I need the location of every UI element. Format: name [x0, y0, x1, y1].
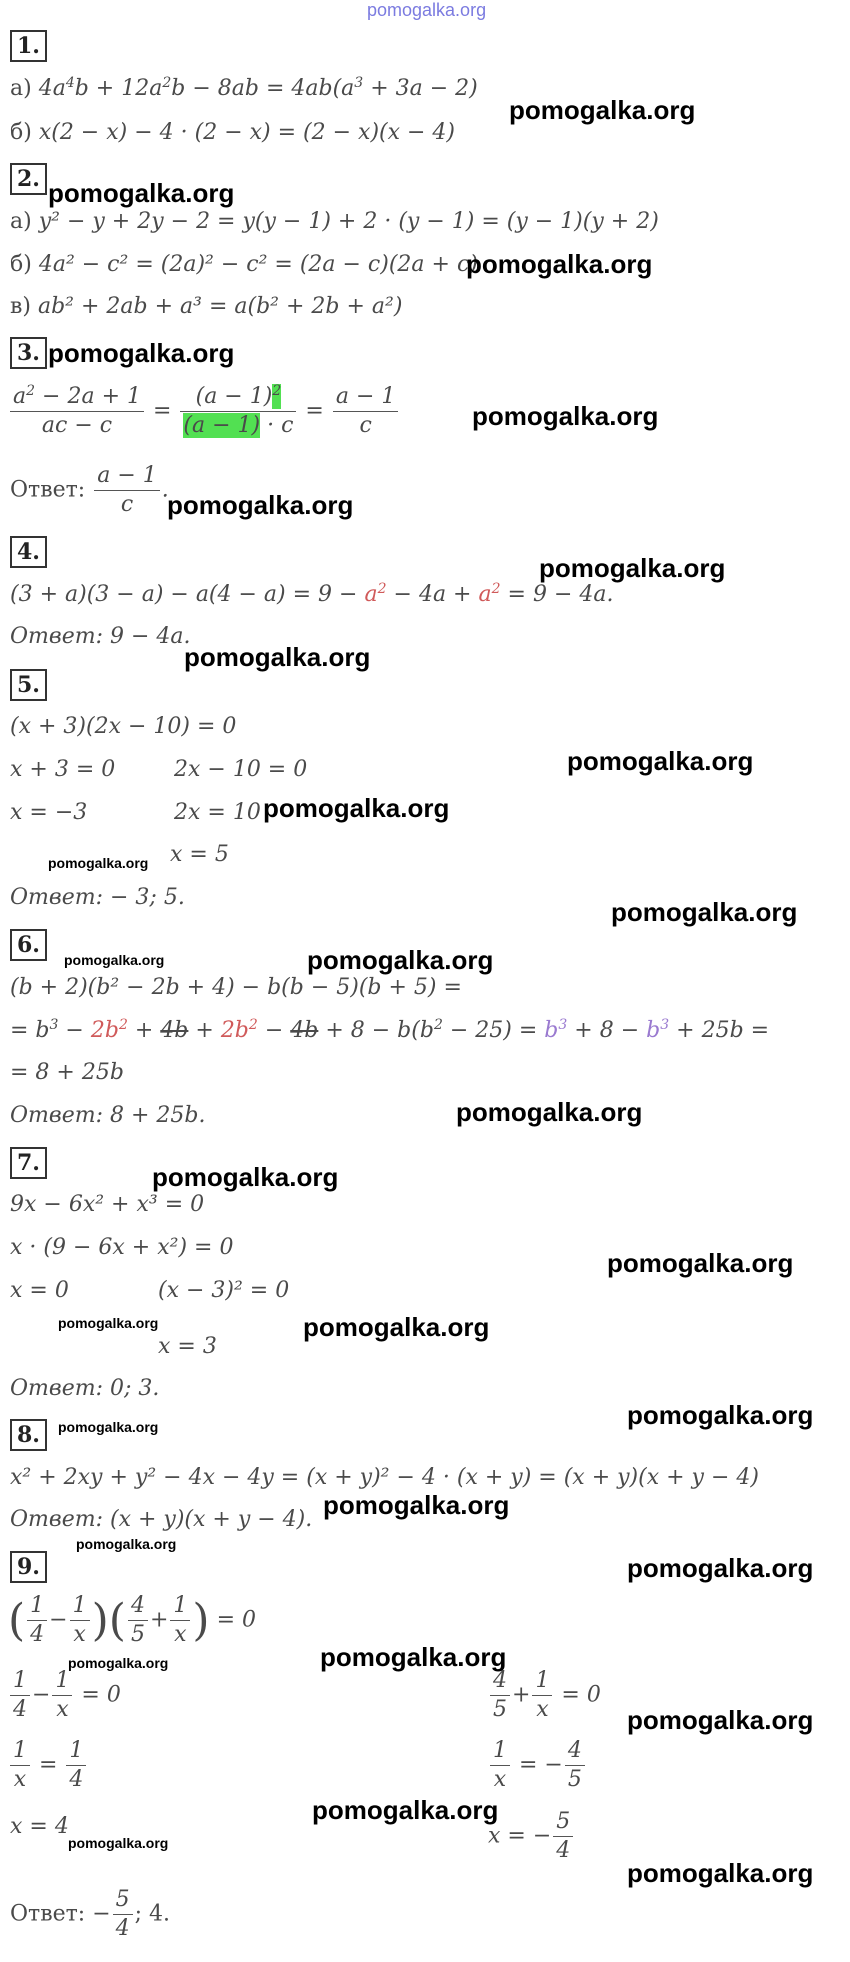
watermark: pomogalka.org: [307, 945, 494, 975]
problem-5-line-2a: x + 3 = 0: [10, 757, 116, 782]
watermark: pomogalka.org: [320, 1642, 507, 1672]
problem-9-left-1: $\frac{1}{4}$ − $\frac{1}{x}$ = 0: [8, 1667, 121, 1724]
problem-5-number: 5.: [10, 669, 47, 701]
problem-9-answer: Ответ: − $\frac{5}{4}$ ; 4.: [10, 1887, 171, 1941]
watermark: pomogalka.org: [627, 1400, 814, 1430]
watermark-small: pomogalka.org: [76, 1536, 177, 1552]
problem-3-answer: Ответ: $\frac{a - 1}{c}$ .: [10, 463, 169, 517]
problem-7-line-1: 9x − 6x² + x³ = 0: [10, 1192, 205, 1217]
problem-2-number: 2.: [10, 163, 47, 195]
problem-7-answer: Ответ: 0; 3.: [10, 1376, 160, 1401]
watermark-small: pomogalka.org: [58, 1315, 159, 1331]
problem-7-line-4: x = 3: [158, 1334, 217, 1359]
problem-6-number: 6.: [10, 929, 47, 961]
problem-2-line-v: в) ab² + 2ab + a³ = a(b² + 2b + a²): [10, 294, 403, 319]
watermark-small: pomogalka.org: [68, 1835, 169, 1851]
watermark: pomogalka.org: [152, 1162, 339, 1192]
problem-6-line-1: (b + 2)(b² − 2b + 4) − b(b − 5)(b + 5) =: [10, 975, 462, 1000]
watermark: pomogalka.org: [48, 178, 235, 208]
watermark-small: pomogalka.org: [68, 1655, 169, 1671]
problem-7-line-3b: (x − 3)² = 0: [158, 1278, 290, 1303]
watermark-small: pomogalka.org: [48, 855, 149, 871]
watermark: pomogalka.org: [611, 897, 798, 927]
problem-7-line-3a: x = 0: [10, 1278, 69, 1303]
watermark: pomogalka.org: [184, 642, 371, 672]
problem-2-line-a: а) y² − y + 2y − 2 = y(y − 1) + 2 · (y − 1) = (y − 1)(y + 2): [10, 209, 659, 234]
watermark: pomogalka.org: [48, 338, 235, 368]
watermark: pomogalka.org: [167, 490, 354, 520]
problem-3-number: 3.: [10, 337, 47, 369]
watermark: pomogalka.org: [303, 1312, 490, 1342]
problem-9-number: 9.: [10, 1551, 47, 1583]
problem-3-equation: $\frac{a^2 - 2a + 1}{ac - c}$ = $\frac{(a - 1)^2}{(a - 1) \cdot c}$ = $\frac{a - 1}{c}$: [8, 383, 400, 440]
watermark-small: pomogalka.org: [58, 1419, 159, 1435]
problem-6-line-2: = $b^3 - 2b^2 + 4b + 2b^2 - 4b + 8 - b(b^2 - 25) = b^3 + 8 - b^3 + 25b$ =: [10, 1017, 770, 1043]
problem-5-line-3a: x = −3: [10, 800, 88, 825]
problem-4-answer: Ответ: 9 − 4a.: [10, 624, 191, 649]
watermark: pomogalka.org: [607, 1248, 794, 1278]
problem-9-left-3: x = 4: [10, 1814, 69, 1839]
problem-9-right-2: $\frac{1}{x}$ = − $\frac{4}{5}$: [488, 1737, 587, 1794]
watermark: pomogalka.org: [456, 1097, 643, 1127]
problem-8-line-1: x² + 2xy + y² − 4x − 4y = (x + y)² − 4 · (x + y) = (x + y)(x + y − 4): [10, 1465, 759, 1490]
problem-9-left-2: $\frac{1}{x}$ = $\frac{1}{4}$: [8, 1737, 88, 1794]
problem-5-line-4: x = 5: [170, 842, 229, 867]
problem-5-line-1: (x + 3)(2x − 10) = 0: [10, 714, 237, 739]
watermark: pomogalka.org: [627, 1553, 814, 1583]
problem-4-number: 4.: [10, 536, 47, 568]
problem-8-answer: Ответ: (x + y)(x + y − 4).: [10, 1507, 313, 1532]
problem-8-number: 8.: [10, 1419, 47, 1451]
problem-1-line-b: б) x(2 − x) − 4 · (2 − x) = (2 − x)(x − 4): [10, 120, 456, 145]
watermark: pomogalka.org: [567, 746, 754, 776]
problem-6-answer: Ответ: 8 + 25b.: [10, 1103, 206, 1128]
watermark: pomogalka.org: [539, 553, 726, 583]
problem-1-line-a: а) $4a^4b + 12a^2b - 8ab = 4ab(a^3 + 3a - 2)$: [10, 75, 478, 101]
problem-5-line-2b: 2x − 10 = 0: [174, 757, 308, 782]
top-watermark[interactable]: pomogalka.org: [367, 0, 487, 20]
problem-9-right-1: $\frac{4}{5}$ + $\frac{1}{x}$ = 0: [488, 1667, 601, 1724]
watermark: pomogalka.org: [312, 1795, 499, 1825]
problem-7-number: 7.: [10, 1147, 47, 1179]
problem-1-number: 1.: [10, 30, 47, 62]
watermark: pomogalka.org: [627, 1705, 814, 1735]
problem-2-line-b: б) 4a² − c² = (2a)² − c² = (2a − c)(2a + c): [10, 252, 478, 277]
problem-9-equation: ( $\frac{1}{4}$ − $\frac{1}{x}$ )( $\frac{4}{5}$ + $\frac{1}{x}$ ) = 0: [8, 1593, 256, 1647]
problem-7-line-2: x · (9 − 6x + x²) = 0: [10, 1235, 234, 1260]
problem-5-line-3b: 2x = 10: [174, 800, 261, 825]
watermark: pomogalka.org: [509, 95, 696, 125]
watermark: pomogalka.org: [323, 1490, 510, 1520]
watermark: pomogalka.org: [466, 249, 653, 279]
problem-9-right-3: x = − $\frac{5}{4}$: [488, 1808, 575, 1865]
watermark: pomogalka.org: [263, 793, 450, 823]
watermark-small: pomogalka.org: [64, 952, 165, 968]
watermark: pomogalka.org: [472, 401, 659, 431]
problem-6-line-3: = 8 + 25b: [10, 1060, 124, 1085]
watermark: pomogalka.org: [627, 1858, 814, 1888]
problem-4-line: $(3 + a)(3 - a) - a(4 - a) = 9 - a^2 - 4a + a^2 = 9 - 4a$.: [10, 581, 614, 607]
problem-5-answer: Ответ: − 3; 5.: [10, 885, 185, 910]
